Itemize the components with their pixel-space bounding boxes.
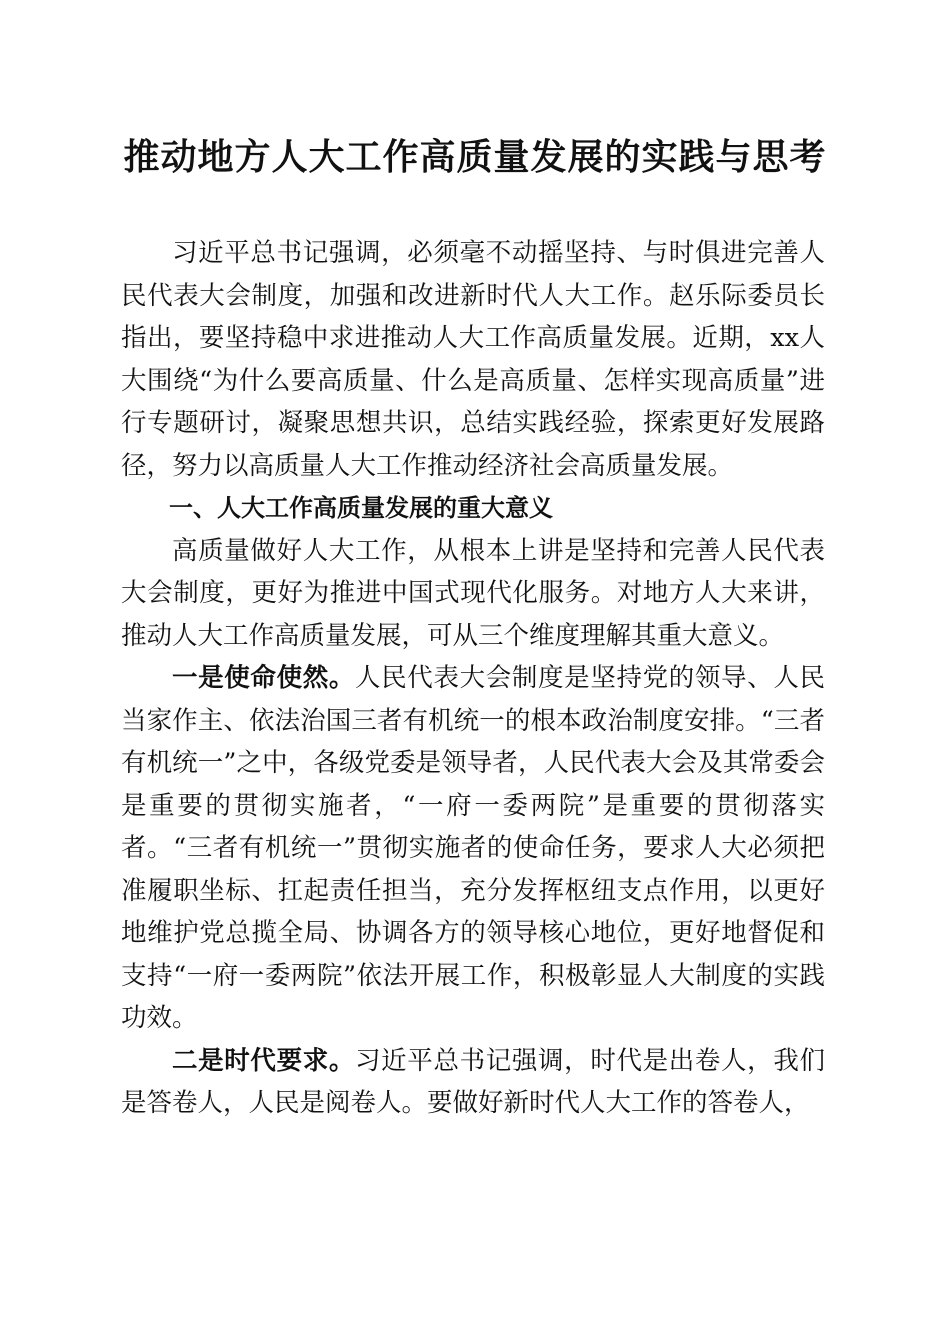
paragraph-text: 习近平总书记强调，必须毫不动摇坚持、与时俱进完善人民代表大会制度，加强和改进新时代人大工作。赵乐际委员长指出，要坚持稳中求进推动人大工作高质量发展。近期，xx人大围绕“为什么要高质量、什么是高质量、怎样实现高质量”进行专题研讨，凝聚思想共识，总结实践经验，探索更好发展路径，努力以高质量人大工作推动经济社会高质量发展。 [121,238,825,481]
document-body [121,232,825,1125]
paragraph-text: 人民代表大会制度是坚持党的领导、人民当家作主、依法治国三者有机统一的根本政治制度安排。“三者有机统一”之中，各级党委是领导者，人民代表大会及其常委会是重要的贯彻实施者，“一府一委两院”是重要的贯彻落实者。“三者有机统一”贯彻实施者的使命任务，要求人大必须把准履职坐标、扛起责任担当，充分发挥枢纽支点作用，以更好地维护党总揽全局、协调各方的领导核心地位，更好地督促和支持“一府一委两院”依法开展工作，积极彰显人大制度的实践功效。 [121,663,825,1033]
paragraph-intro [121,232,825,487]
paragraph-text: 习近平总书记强调，时代是出卷人，我们是答卷人，人民是阅卷人。要做好新时代人大工作的答卷人， [121,1045,825,1118]
paragraph-lead: 一是使命使然。 [172,663,356,693]
document-title: 推动地方人大工作高质量发展的实践与思考 [123,136,827,178]
paragraph-era [121,1040,825,1125]
paragraph-text: 高质量做好人大工作，从根本上讲是坚持和完善人民代表大会制度，更好为推进中国式现代化服务。对地方人大来讲，推动人大工作高质量发展，可从三个维度理解其重大意义。 [121,535,825,651]
paragraph-mission [121,657,825,1040]
paragraph-section-intro [121,530,825,658]
section-heading: 一、人大工作高质量发展的重大意义 [169,494,553,522]
paragraph-lead: 二是时代要求。 [172,1045,356,1076]
